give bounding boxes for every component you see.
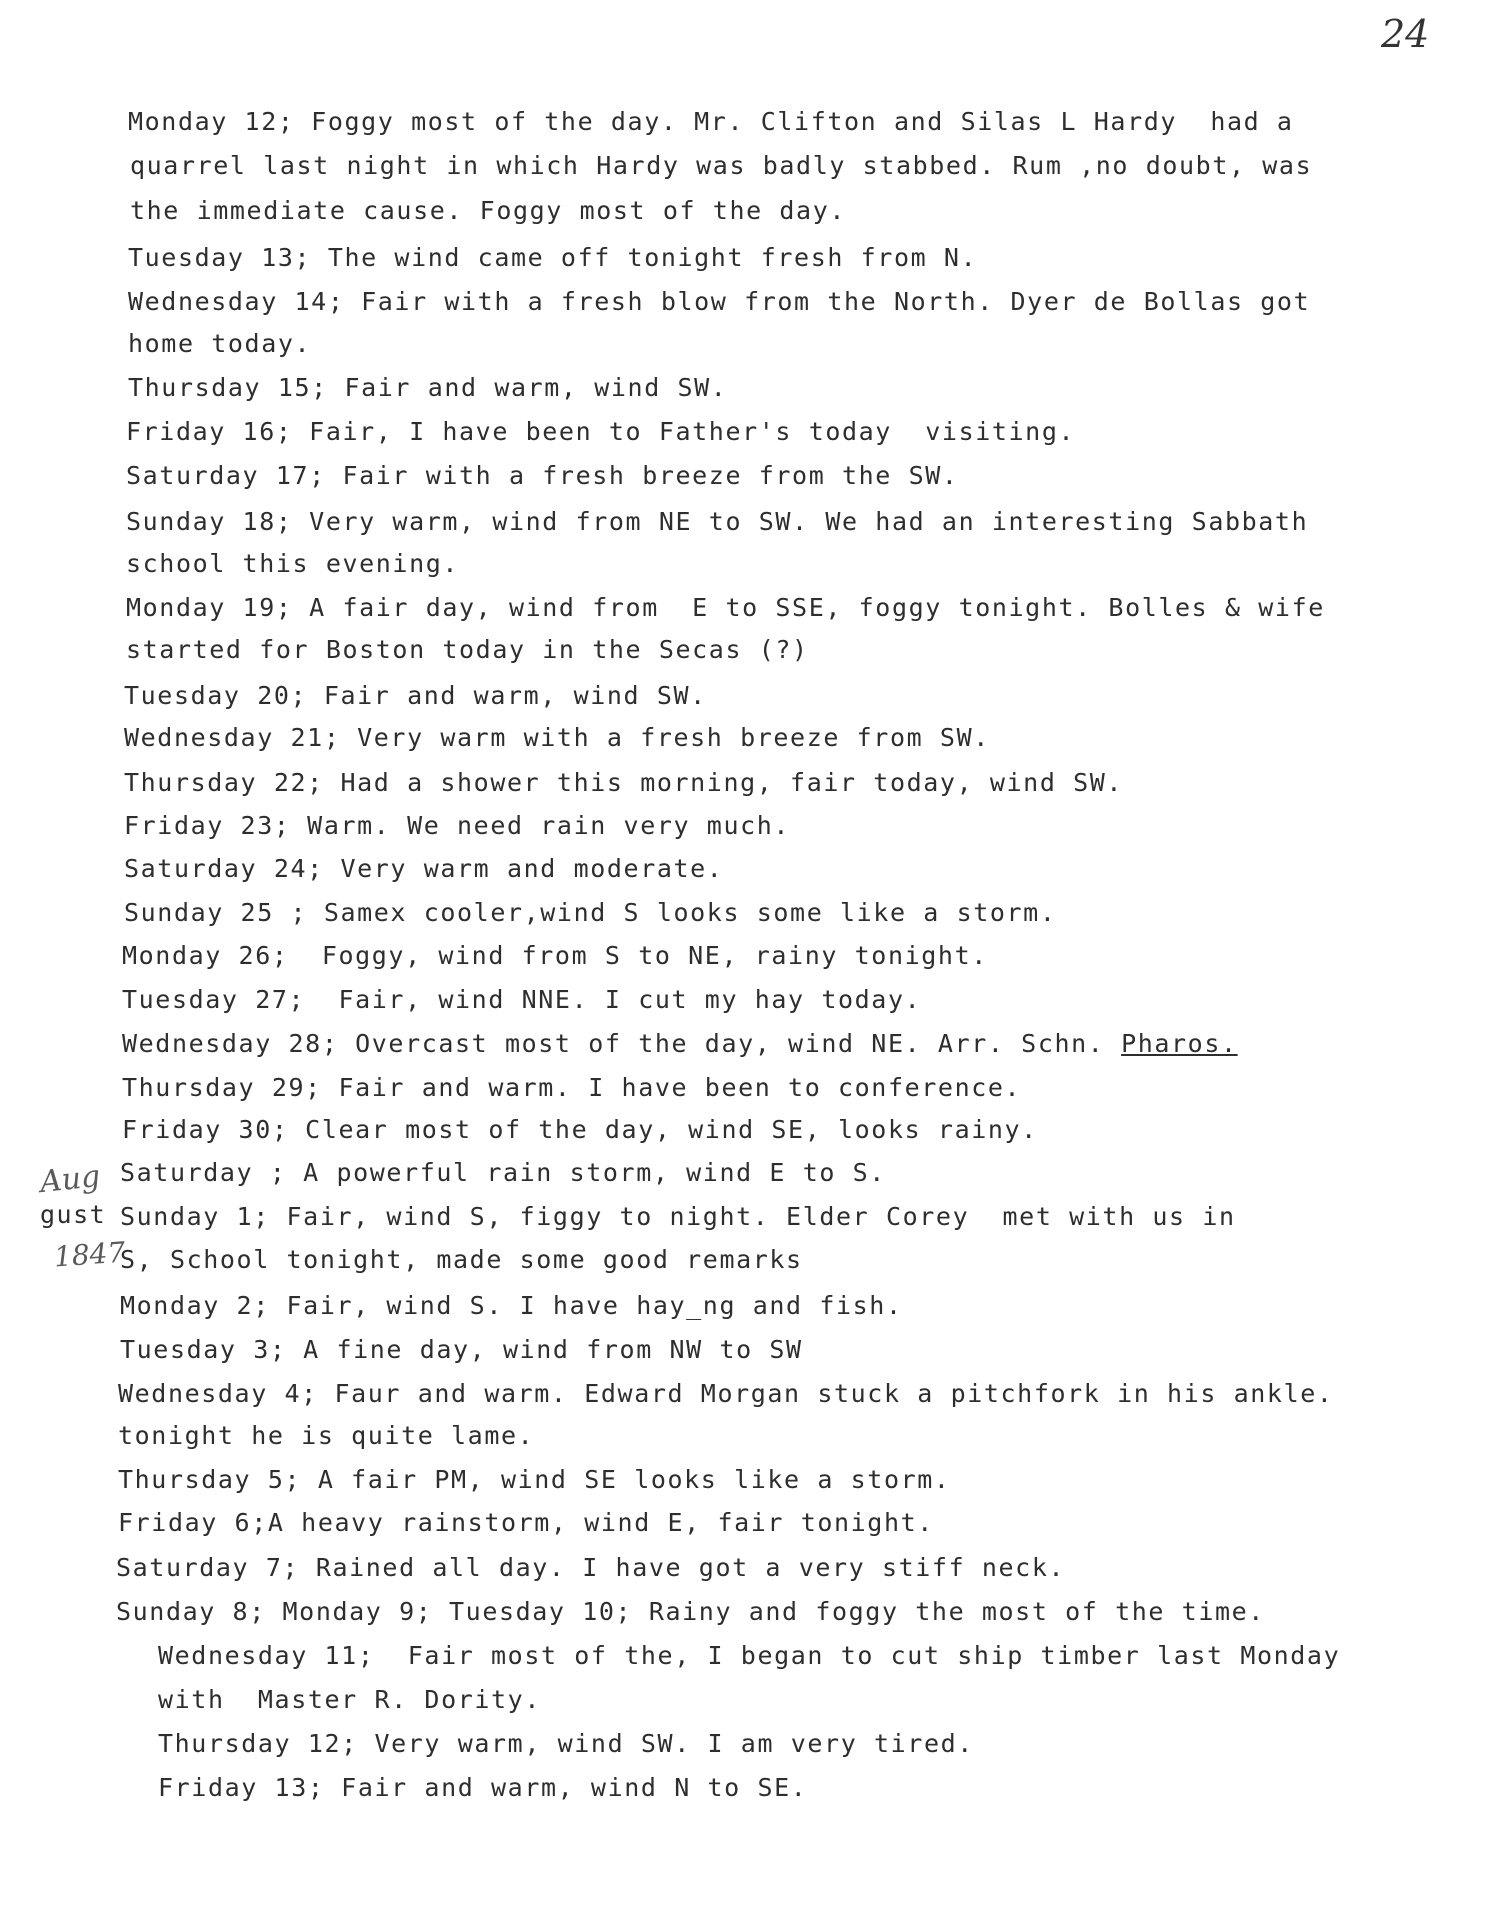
- diary-line: Sunday 18; Very warm, wind from NE to SW. We had an interesting Sabbath: [126, 507, 1309, 536]
- diary-line: Monday 26; Foggy, wind from S to NE, rainy tonight.: [122, 941, 988, 970]
- diary-line-text: Wednesday 28; Overcast most of the day, wind NE. Arr. Schn.: [122, 1029, 1122, 1058]
- diary-line: Friday 30; Clear most of the day, wind SE, looks rainy.: [122, 1115, 1038, 1144]
- diary-line: Wednesday 4; Faur and warm. Edward Morgan stuck a pitchfork in his ankle.: [118, 1379, 1334, 1408]
- diary-line: Wednesday 14; Fair with a fresh blow from the North. Dyer de Bollas got: [128, 287, 1311, 316]
- diary-line: Friday 6;A heavy rainstorm, wind E, fair tonight.: [118, 1508, 934, 1537]
- diary-line: Sunday 1; Fair, wind S, figgy to night. Elder Corey met with us in: [120, 1202, 1236, 1231]
- diary-line: Saturday 17; Fair with a fresh breeze from the SW.: [126, 461, 959, 490]
- diary-line: Wednesday 21; Very warm with a fresh breeze from SW.: [124, 723, 990, 752]
- diary-line: Saturday 7; Rained all day. I have got a very stiff neck.: [116, 1553, 1066, 1582]
- diary-line: quarrel last night in which Hardy was badly stabbed. Rum ,no doubt, was: [130, 151, 1313, 180]
- diary-line: Friday 13; Fair and warm, wind N to SE.: [158, 1773, 808, 1802]
- diary-line: Wednesday 11; Fair most of the, I began to cut ship timber last Monday: [158, 1641, 1341, 1670]
- diary-line: Thursday 5; A fair PM, wind SE looks like a storm.: [118, 1465, 951, 1494]
- diary-line: Monday 19; A fair day, wind from E to SSE, foggy tonight. Bolles & wife: [126, 593, 1325, 622]
- diary-line: Tuesday 20; Fair and warm, wind SW.: [124, 681, 707, 710]
- diary-line: S, School tonight, made some good remarks: [120, 1245, 803, 1274]
- margin-note-month-continued: gust: [40, 1200, 107, 1229]
- diary-line: Friday 16; Fair, I have been to Father's today visiting.: [126, 417, 1076, 446]
- diary-line: Thursday 12; Very warm, wind SW. I am very tired.: [158, 1729, 974, 1758]
- diary-line: Thursday 22; Had a shower this morning, fair today, wind SW.: [124, 768, 1124, 797]
- diary-line: Saturday 24; Very warm and moderate.: [124, 854, 724, 883]
- margin-note-month: Aug: [38, 1158, 102, 1201]
- diary-line: home today.: [128, 329, 312, 358]
- page-number: 24: [1381, 12, 1430, 56]
- diary-line: school this evening.: [126, 549, 460, 578]
- diary-line: Thursday 29; Fair and warm. I have been to conference.: [122, 1073, 1022, 1102]
- diary-line: Sunday 25 ; Samex cooler,wind S looks some like a storm.: [124, 898, 1057, 927]
- diary-line: Tuesday 27; Fair, wind NNE. I cut my hay today.: [122, 985, 922, 1014]
- diary-line: Tuesday 3; A fine day, wind from NW to SW: [120, 1335, 803, 1364]
- diary-line: [122, 1028, 1238, 1060]
- diary-line: Monday 2; Fair, wind S. I have hay_ng and fish.: [120, 1291, 903, 1320]
- diary-line: Thursday 15; Fair and warm, wind SW.: [128, 373, 728, 402]
- diary-line: Saturday ; A powerful rain storm, wind E to S.: [120, 1158, 886, 1187]
- ship-name: Pharos.: [1121, 1029, 1238, 1058]
- diary-line: Monday 12; Foggy most of the day. Mr. Clifton and Silas L Hardy had a: [128, 107, 1294, 136]
- diary-line: started for Boston today in the Secas (?): [126, 635, 809, 664]
- margin-note-year: 1847: [52, 1235, 127, 1274]
- diary-line: Sunday 8; Monday 9; Tuesday 10; Rainy and foggy the most of the time.: [116, 1597, 1265, 1626]
- diary-line: with Master R. Dority.: [158, 1685, 541, 1714]
- diary-line: Tuesday 13; The wind came off tonight fresh from N.: [128, 243, 978, 272]
- diary-line: Friday 23; Warm. We need rain very much.: [124, 811, 791, 840]
- diary-line: tonight he is quite lame.: [118, 1421, 535, 1450]
- diary-line: the immediate cause. Foggy most of the day.: [130, 196, 847, 225]
